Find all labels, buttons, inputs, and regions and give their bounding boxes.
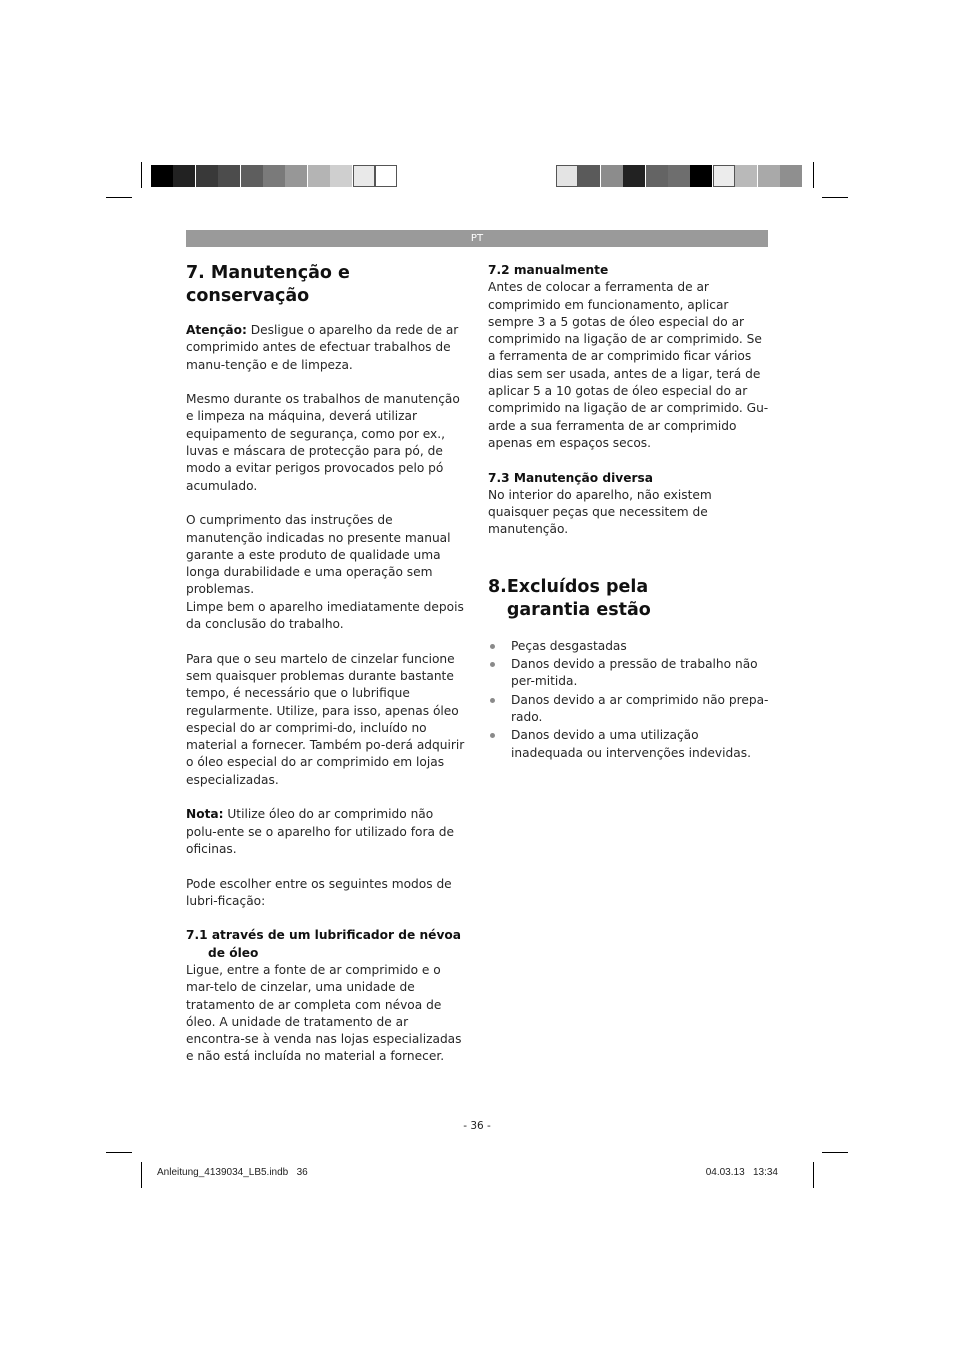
paragraph: Antes de colocar a ferramenta de ar comprimido em funcionamento, aplicar sempre 3 a 5 gotas de óleo especial do ar comprimido na ligação de ar comprimido. Se a ferramenta de ar comprimido ficar vários dias sem ser usada, antes de a ligar, terá de aplicar 5 a 10 gotas de óleo especial do ar comprimido na ligação de ar comprimido. Gu-arde a sua ferramenta de ar comprimido apenas em espaços secos. <box>488 280 769 450</box>
paragraph: Pode escolher entre os seguintes modos de lubri-ficação: <box>186 876 452 908</box>
footer-date: 04.03.13 13:34 <box>705 1167 778 1178</box>
subsection-title: 7.3 Manutenção diversa <box>488 470 653 485</box>
color-swatch <box>241 165 263 187</box>
paragraph: Ligue, entre a fonte de ar comprimido e o mar-telo de cinzelar, uma unidade de tratamento de ar completa com névoa de óleo. A unidade de tratamento de ar encontra-se à venda nas lojas especializadas e não está incluída no material a fornecer. <box>186 962 462 1064</box>
color-swatch <box>151 165 173 187</box>
right-column <box>488 262 769 763</box>
paragraph: Para que o seu martelo de cinzelar funcione sem quaisquer problemas durante bastante tempo, é necessário que o lubrifique regularmente. Utilize, para isso, apenas óleo especial do ar comprimi-do, incluído no material a fornecer. Também po-derá adquirir o óleo especial do ar comprimido em lojas especializadas. <box>186 651 465 787</box>
crop-mark <box>822 1152 848 1153</box>
crop-mark <box>813 162 814 188</box>
section-title <box>488 576 769 622</box>
section-title-text: Excluídos pela garantia estão <box>506 576 651 620</box>
note-label: Nota: <box>186 807 224 822</box>
color-swatch <box>758 165 780 187</box>
color-swatch <box>601 165 623 187</box>
left-column <box>186 262 466 1066</box>
color-swatch <box>375 165 397 187</box>
subsection-title: 7.2 manualmente <box>488 263 609 277</box>
attention-paragraph <box>186 322 466 374</box>
crop-mark <box>106 1152 132 1153</box>
color-swatch <box>556 165 578 187</box>
color-swatch <box>218 165 240 187</box>
crop-mark <box>141 162 142 188</box>
color-swatch <box>780 165 802 187</box>
crop-mark <box>813 1162 814 1188</box>
color-swatch <box>578 165 600 187</box>
crop-mark <box>106 197 132 198</box>
list-item <box>488 692 769 727</box>
list-item <box>488 727 769 762</box>
color-swatch <box>196 165 218 187</box>
language-header: PT <box>186 230 768 247</box>
color-swatch <box>668 165 690 187</box>
paragraph: No interior do aparelho, não existem quaisquer peças que necessitem de manutenção. <box>488 487 712 537</box>
section-number: 8. <box>488 576 507 597</box>
color-swatch <box>263 165 285 187</box>
color-swatch <box>623 165 645 187</box>
color-swatch <box>285 165 307 187</box>
color-swatch <box>735 165 757 187</box>
list-item <box>488 656 769 691</box>
color-swatch <box>173 165 195 187</box>
list-item-text: Danos devido a uma utilização inadequada ou intervenções indevidas. <box>511 728 751 760</box>
list-item-text: Peças desgastadas <box>511 638 627 653</box>
footer-file: Anleitung_4139034_LB5.indb 36 <box>157 1167 308 1178</box>
bullet-icon <box>490 698 495 703</box>
note-text: Utilize óleo do ar comprimido não polu-ente se o aparelho for utilizado fora de oficinas. <box>186 807 455 856</box>
paragraph: Mesmo durante os trabalhos de manutenção e limpeza na máquina, deverá utilizar equipamento de segurança, como por ex., luvas e máscara de protecção para pó, de modo a evitar perigos provocados pelo pó acumulado. <box>186 392 460 493</box>
section-title: 7. Manutenção e conservação <box>186 263 350 306</box>
page-number: - 36 - <box>463 1120 491 1132</box>
color-swatch <box>713 165 735 187</box>
color-swatch <box>308 165 330 187</box>
crop-mark <box>822 197 848 198</box>
note-paragraph <box>186 806 466 858</box>
list-item-text: Danos devido a pressão de trabalho não per-mitida. <box>511 657 758 689</box>
attention-label: Atenção: <box>186 323 247 337</box>
color-swatch <box>690 165 712 187</box>
paragraph: O cumprimento das instruções de manutenção indicadas no presente manual garante a este produto de qualidade uma longa durabilidade e uma operação sem problemas. <box>186 513 451 597</box>
color-swatch <box>330 165 352 187</box>
color-swatch <box>353 165 375 187</box>
color-swatch <box>646 165 668 187</box>
bullet-icon <box>490 662 495 667</box>
attention-text: Desligue o aparelho da rede de ar comprimido antes de efectuar trabalhos de manu-tenção e de limpeza. <box>186 323 459 372</box>
crop-mark <box>141 1162 142 1188</box>
list-item-text: Danos devido a ar comprimido não prepa-rado. <box>511 692 769 724</box>
subsection-title: 7.1 através de um lubrificador de névoa de óleo <box>186 928 461 960</box>
paragraph: Limpe bem o aparelho imediatamente depois da conclusão do trabalho. <box>186 599 464 632</box>
exclusion-list <box>488 638 769 762</box>
bullet-icon <box>490 733 495 738</box>
list-item <box>488 638 769 655</box>
bullet-icon <box>490 644 495 649</box>
